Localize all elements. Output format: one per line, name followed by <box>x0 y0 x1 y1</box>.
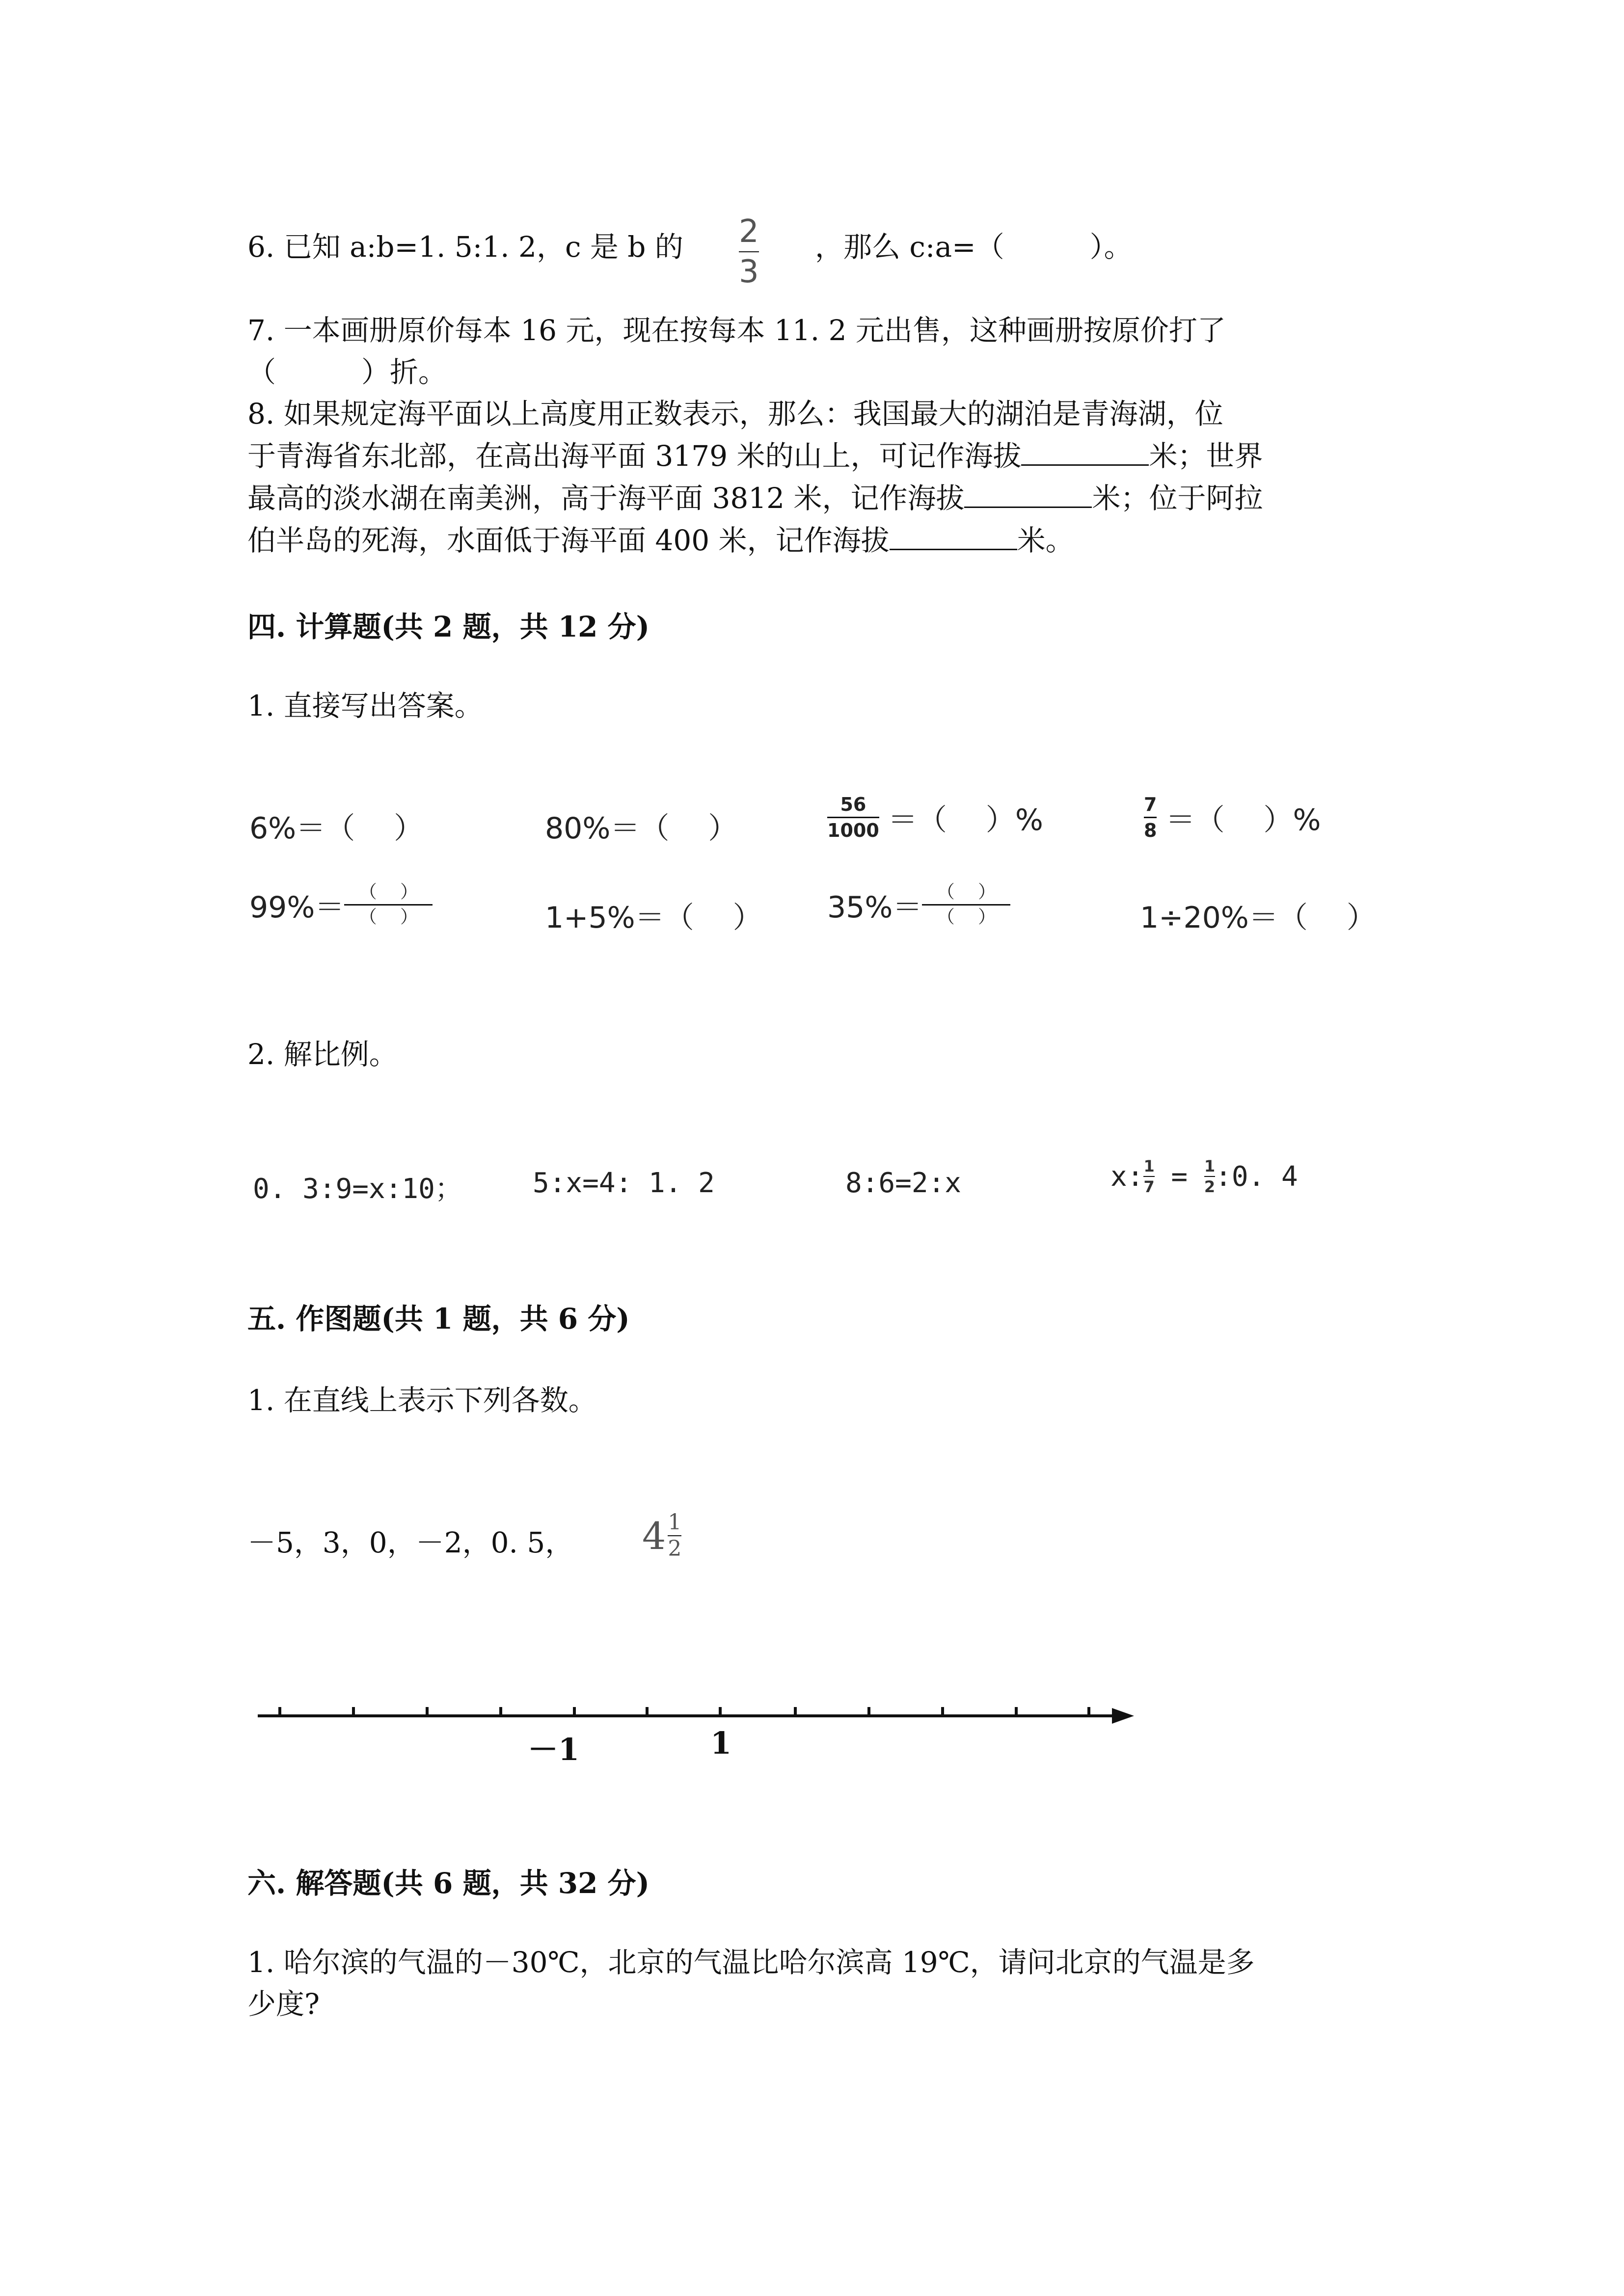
fraction-numerator: 2 <box>739 214 759 250</box>
section-6-title: 六. 解答题(共 6 题，共 32 分) <box>247 1867 650 1900</box>
fraction-denominator: （ ） <box>359 907 418 927</box>
calc-item-3-rest: ＝（ ）% <box>888 802 1043 837</box>
fraction-numerator: （ ） <box>359 882 418 902</box>
fraction-numerator: （ ） <box>937 882 996 902</box>
question-7-line2: （ ）折。 <box>247 355 447 389</box>
calc-item-2: 80%＝（ ） <box>545 811 738 846</box>
ratio-4-start: x: <box>1110 1160 1144 1193</box>
fraction-denominator: 2 <box>668 1536 682 1561</box>
fraction-denominator: 1000 <box>827 820 879 841</box>
question-6-suffix: ，那么 c:a=（ ）。 <box>815 230 1133 264</box>
section-6-question-1-line2: 少度? <box>247 1987 320 2021</box>
question-7-line1: 7. 一本画册原价每本 16 元，现在按每本 11. 2 元出售，这种画册按原价打了 <box>247 314 1226 347</box>
section-4-question-1: 1. 直接写出答案。 <box>247 689 483 722</box>
ratio-4-equals: = <box>1154 1160 1204 1193</box>
fraction-numerator: 1 <box>1204 1157 1216 1175</box>
section-6-question-1-line1: 1. 哈尔滨的气温的－30℃，北京的气温比哈尔滨高 19℃，请问北京的气温是多 <box>247 1946 1255 1979</box>
question-8-line4-end: 米。 <box>1017 524 1074 557</box>
ratio-4-end: :0. 4 <box>1215 1160 1298 1193</box>
calc-item-4-rest: ＝（ ）% <box>1165 802 1321 837</box>
calc-item-5-prefix: 99%＝ <box>249 890 345 925</box>
ratio-1: 0. 3:9=x:10； <box>253 1173 462 1205</box>
question-8-line1: 8. 如果规定海平面以上高度用正数表示，那么：我国最大的湖泊是青海湖，位 <box>247 397 1223 430</box>
section-5-title: 五. 作图题(共 1 题，共 6 分) <box>247 1302 630 1335</box>
question-8-line3-text: 最高的淡水湖在南美洲，高于海平面 3812 米，记作海拔 <box>247 481 965 515</box>
section-4-title: 四. 计算题(共 2 题，共 12 分) <box>247 610 650 643</box>
numbers-list: －5，3，0，－2，0. 5， <box>247 1526 574 1559</box>
fraction-denominator: （ ） <box>937 907 996 927</box>
fraction-numerator: 1 <box>1143 1157 1155 1175</box>
question-8-line2-end: 米；世界 <box>1149 439 1263 473</box>
fraction-denominator: 2 <box>1204 1177 1216 1196</box>
fraction-numerator: 1 <box>668 1510 682 1535</box>
fraction-denominator: 3 <box>739 254 759 290</box>
number-line-arrow <box>1112 1708 1134 1724</box>
calc-item-8: 1÷20%＝（ ） <box>1140 901 1376 935</box>
ratio-3: 8:6=2:x <box>845 1167 962 1199</box>
fraction-denominator: 7 <box>1143 1177 1155 1196</box>
question-8-line4-text: 伯半岛的死海，水面低于海平面 400 米，记作海拔 <box>247 524 890 557</box>
question-6-prefix: 6. 已知 a:b=1. 5:1. 2，c 是 b 的 <box>247 230 683 264</box>
ratio-2: 5:x=4: 1. 2 <box>533 1167 715 1199</box>
calc-item-7-prefix: 35%＝ <box>827 890 922 925</box>
number-line-label-1: 1 <box>710 1725 732 1761</box>
section-4-question-2: 2. 解比例。 <box>247 1038 398 1071</box>
question-8-line3-end: 米；位于阿拉 <box>1092 481 1263 515</box>
fraction-denominator: 8 <box>1144 820 1157 841</box>
section-5-question-1: 1. 在直线上表示下列各数。 <box>247 1384 597 1417</box>
fraction-numerator: 7 <box>1144 794 1157 815</box>
mixed-number-whole: 4 <box>642 1514 666 1558</box>
fraction-numerator: 56 <box>840 794 866 815</box>
calc-item-6: 1+5%＝（ ） <box>545 901 762 935</box>
calc-item-1: 6%＝（ ） <box>249 811 424 846</box>
number-line-label-neg1: －1 <box>528 1732 580 1767</box>
question-8-line2-text: 于青海省东北部，在高出海平面 3179 米的山上，可记作海拔 <box>247 439 1022 473</box>
